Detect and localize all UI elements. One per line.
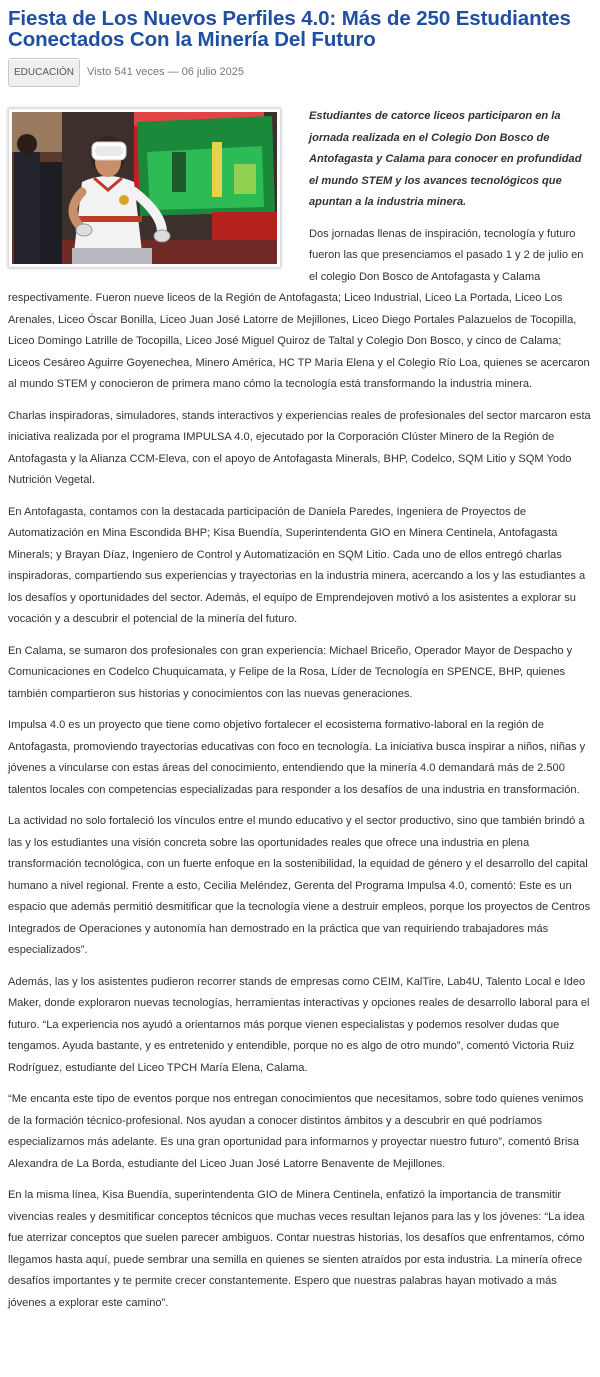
article-paragraph: Además, las y los asistentes pudieron recorrer stands de empresas como CEIM, KalTire, Lab4U, Talento Local e Ideo Maker, donde exploraron nuevas tecnologías, herramientas interactivas y opciones reales de desarrollo laboral para el futuro. “La experiencia nos ayudó a orientarnos más porque vienen especialistas y podemos resolver dudas que tengamos. Ayuda bastante, y es entretenido y entendible, porque no es algo de otro mundo”, comentó Victoria Ruiz Rodríguez, estudiante del Liceo TPCH María Elena, Calama. (8, 975, 590, 1074)
article-paragraph: En Antofagasta, contamos con la destacada participación de Daniela Paredes, Ingeniera de Proyectos de Automatización en Mina Escondida BHP; Kisa Buendía, Superintendenta GIO en Minera Centinela, Antofagasta Minerals; y Brayan Díaz, Ingeniero de Control y Automatización en SQM Litio. Cada uno de ellos entregó charlas inspiradoras, compartiendo sus experiencias y trayectorias en la industria minera, acercando a los y las estudiantes a los desafíos y oportunidades del sector. Además, el equipo de Emprendejoven motivó a los asistentes a explorar su vocación y a descubrir el potencial de la minería del futuro. (8, 505, 586, 625)
meta-separator: — (167, 66, 179, 78)
article-paragraph: Impulsa 4.0 es un proyecto que tiene como objetivo fortalecer el ecosistema formativo-laboral en la región de Antofagasta, promoviendo trayectorias educativas con foco en tecnología. La iniciativa busca inspirar a niños, niñas y jóvenes a vincularse con estas áreas del conocimiento, entendiendo que la minería 4.0 demandará más de 2.500 talentos locales con competencias especializadas para responder a los desafíos de una industria en transformación. (8, 719, 586, 796)
article-paragraph: En Calama, se sumaron dos profesionales con gran experiencia: Michael Briceño, Operador Mayor de Despacho y Comunicaciones en Codelco Chuquicamata, y Felipe de la Rosa, Líder de Tecnología en SPENCE, BHP, quienes también compartieron sus historias y conocimientos con las nuevas generaciones. (8, 644, 573, 700)
vr-student-photo (12, 112, 277, 264)
view-count: Visto 541 veces (87, 66, 165, 78)
article-paragraph: “Me encanta este tipo de eventos porque nos entregan conocimientos que necesitamos, sobre todo quienes venimos de la formación técnico-profesional. Nos ayudan a conocer distintos ámbitos y a descubrir en qué podríamos especializarnos más adelante. Es una gran oportunidad para informarnos y proyectar nuestro futuro”, comentó Brisa Alexandra de La Borda, estudiante del Liceo Juan José Latorre Benavente de Mejillones. (8, 1093, 584, 1170)
article-photo (8, 108, 281, 268)
meta-info (87, 66, 244, 78)
article-meta (8, 57, 591, 87)
article-lead: Estudiantes de catorce liceos participaron en la jornada realizada en el Colegio Don Bosco de Antofagasta y Calama para conocer en profundidad el mundo STEM y los avances tecnológicos que apuntan a la industria minera. (309, 110, 582, 208)
article-title: Fiesta de Los Nuevos Perfiles 4.0: Más de 250 Estudiantes Conectados Con la Minería Del Futuro (8, 7, 571, 51)
publish-date: 06 julio 2025 (181, 66, 244, 78)
article-paragraph: En la misma línea, Kisa Buendía, superintendenta GIO de Minera Centinela, enfatizó la importancia de transmitir vivencias reales y desmitificar conceptos técnicos que muchas veces resultan lejanos para las y los jóvenes: “La idea fue aterrizar conceptos que suelen parecer ambiguos. Contar nuestras historias, los desafíos que enfrentamos, cómo llegamos hasta aquí, puede sembrar una semilla en quienes se sienten atraídos por esta industria. La minería ofrece desafíos importantes y te permite crecer constantemente. Espero que nuestras palabras hayan motivado a más jóvenes a explorar este camino”. (8, 1189, 585, 1309)
article-paragraph: La actividad no solo fortaleció los vínculos entre el mundo educativo y el sector productivo, sino que también brindó a las y los estudiantes una visión concreta sobre las oportunidades reales que ofrece una industria en plena transformación tecnológica, con un fuerte enfoque en la sostenibilidad, la equidad de género y el desarrollo del capital humano a nivel regional. Frente a esto, Cecilia Meléndez, Gerenta del Programa Impulsa 4.0, comentó: Este es un espacio que además permitió desmitificar que la tecnología viene a destruir empleos, porque los proyectos de Centros Integrados de Operaciones y autonomía han demostrado en la práctica que van requiriendo trabajadores más especializados”. (8, 815, 591, 956)
article-paragraph: Charlas inspiradoras, simuladores, stands interactivos y experiencias reales de profesionales del sector marcaron esta iniciativa realizada por el programa IMPULSA 4.0, ejecutado por la Corporación Clúster Minero de la Región de Antofagasta y la Alianza CCM-Eleva, con el apoyo de Antofagasta Minerals, BHP, Codelco, SQM Litio y SQM Yodo Nutrición Vegetal. (8, 409, 591, 486)
category-badge[interactable]: EDUCACIÓN (8, 58, 80, 87)
article-paragraph: Dos jornadas llenas de inspiración, tecnología y futuro fueron las que presenciamos el pasado 1 y 2 de julio en el colegio Don Bosco de Antofagasta y Calama respectivamente. Fueron nueve liceos de la Región de Antofagasta; Liceo Industrial, Liceo La Portada, Liceo Los Arenales, Liceo Óscar Bonilla, Liceo Juan José Latorre de Mejillones, Liceo Diego Portales Palazuelos de Tocopilla, Liceo Domingo Latrille de Tocopilla, Liceo José Miguel Quiroz de Taltal y Colegio Don Bosco, y cinco de Calama; Liceos Cesáreo Aguirre Goyenechea, Minero América, HC TP María Elena y el Colegio Río Loa, quienes se acercaron al mundo STEM y conocieron de primera mano cómo la tecnología está transformando la industria minera. (8, 227, 590, 390)
article-body (8, 106, 591, 1314)
